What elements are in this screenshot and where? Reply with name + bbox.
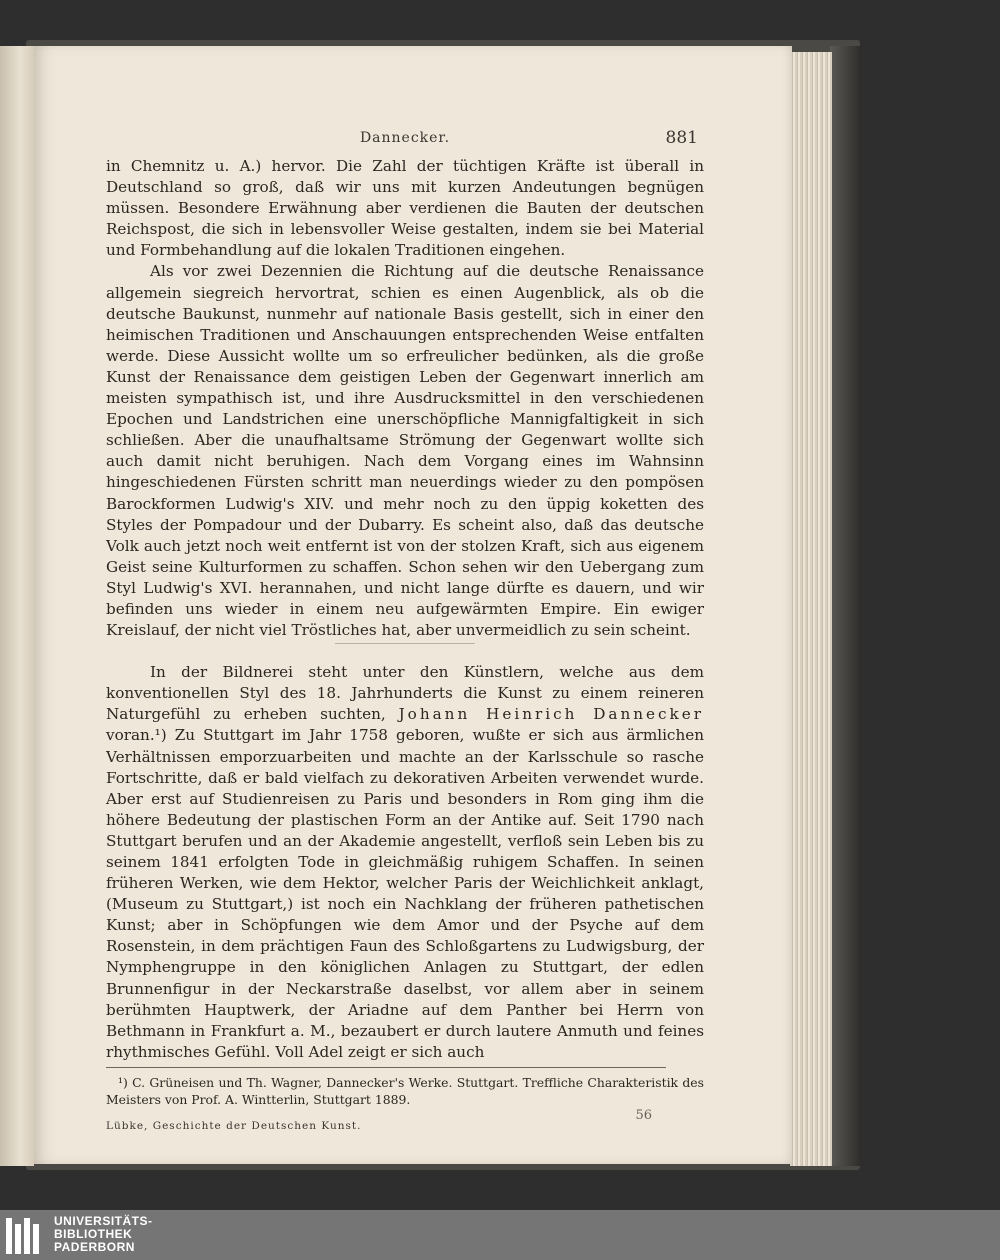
library-name-line-3: PADERBORN — [54, 1240, 135, 1254]
paragraph-3-start: In der Bildnerei steht unter den Künstlern, welche aus dem konventionellen Styl des 18. Jahrhunderts die Kunst zu einem reineren Naturgefühl zu erheben suchten, — [106, 663, 704, 724]
footnote-rule — [106, 1067, 666, 1068]
library-name-line-2: BIBLIOTHEK — [54, 1227, 133, 1241]
paragraph-3 — [106, 662, 704, 1063]
footnote-text: ¹) C. Grüneisen und Th. Wagner, Dannecker's Werke. Stuttgart. Treffliche Charakteristik des Meisters von Prof. A. Wintterlin, Stuttgart 1889. — [106, 1074, 704, 1107]
running-head-title: Dannecker. — [359, 130, 451, 146]
library-name-line-1: UNIVERSITÄTS- — [54, 1214, 153, 1228]
section-divider — [335, 643, 475, 644]
library-logo-bar — [0, 1210, 1000, 1260]
printer-signature: Lübke, Geschichte der Deutschen Kunst. — [106, 1119, 362, 1132]
library-name — [54, 1215, 153, 1254]
left-page-edge — [0, 46, 34, 1166]
page-content — [106, 128, 704, 1132]
page-number: 881 — [665, 128, 698, 148]
library-logo-icon — [6, 1218, 44, 1254]
page-stack-edge — [790, 52, 832, 1166]
artist-name: Johann Heinrich Dannecker — [398, 705, 704, 724]
body-text — [106, 156, 704, 1063]
paragraph-2: Als vor zwei Dezennien die Richtung auf die deutsche Renaissance allgemein siegreich hervortrat, schien es einen Augenblick, als ob die deutsche Baukunst, nunmehr auf nationale Basis gestellt, sich in einer den heimischen Traditionen und Anschauungen entsprechenden Weise entfalten werde. Diese Aussicht wollte um so erfreulicher bedünken, als die große Kunst der Renaissance dem geistigen Leben der Gegenwart innerlich am meisten sympathisch ist, und ihre Ausdrucksmittel in den verschiedenen Epochen und Landstrichen eine unerschöpfliche Mannigfaltigkeit in sich schließen. Aber die unaufhaltsame Strömung der Gegenwart wollte sich auch damit nicht beruhigen. Nach dem Vorgang eines im Wahnsinn hingeschiedenen Fürsten schritt man neuerdings wieder zu den pompösen Barockformen Ludwig's XIV. und mehr noch zu den üppig koketten des Styles der Pompadour und der Dubarry. Es scheint also, daß das deutsche Volk auch jetzt noch weit entfernt ist von der stolzen Kraft, sich aus eigenem Geist seine Kulturformen zu schaffen. Schon sehen wir den Uebergang zum Styl Ludwig's XVI. herannahen, und nicht lange dürfte es dauern, und wir befinden uns wieder in einem neu aufgewärmten Empire. Ein ewiger Kreislauf, der nicht viel Tröstliches hat, aber unvermeidlich zu sein scheint. — [106, 262, 704, 640]
paragraph-1: in Chemnitz u. A.) hervor. Die Zahl der tüchtigen Kräfte ist überall in Deutschland so groß, daß wir uns mit kurzen Andeutungen begnügen müssen. Besondere Erwähnung aber verdienen die Bauten der deutschen Reichspost, die sich in lebensvoller Weise gestalten, indem sie bei Material und Formbehandlung auf die lokalen Traditionen eingehen. — [106, 157, 704, 260]
book-page — [34, 46, 792, 1164]
book-spine-edge — [830, 46, 862, 1166]
running-head — [106, 128, 704, 156]
footnote — [106, 1074, 704, 1108]
signature-row — [106, 1107, 704, 1138]
sheet-number: 56 — [635, 1107, 652, 1123]
paragraph-3-rest: voran.¹) Zu Stuttgart im Jahr 1758 geboren, wußte er sich aus ärmlichen Verhältnissen emporzuarbeiten und machte an der Karlsschule so rasche Fortschritte, daß er bald vielfach zu dekorativen Arbeiten verwendet wurde. Aber erst auf Studienreisen zu Paris und besonders in Rom ging ihm die höhere Bedeutung der plastischen Form an der Antike auf. Seit 1790 nach Stuttgart berufen und an der Akademie angestellt, verfloß sein Leben bis zu seinem 1841 erfolgten Tode in gleichmäßig ruhigem Schaffen. In seinen früheren Werken, wie dem Hektor, welcher Paris der Weichlichkeit anklagt, (Museum zu Stuttgart,) ist noch ein Nachklang der früheren pathetischen Kunst; aber in Schöpfungen wie dem Amor und der Psyche auf dem Rosenstein, in dem prächtigen Faun des Schloßgartens zu Ludwigsburg, der Nymphengruppe in den königlichen Anlagen zu Stuttgart, der edlen Brunnenfigur in der Neckarstraße daselbst, vor allem aber in seinem berühmten Hauptwerk, der Ariadne auf dem Panther bei Herrn von Bethmann in Frankfurt a. M., bezaubert er durch lautere Anmuth und feines rhythmisches Gefühl. Voll Adel zeigt er sich auch — [106, 726, 704, 1061]
